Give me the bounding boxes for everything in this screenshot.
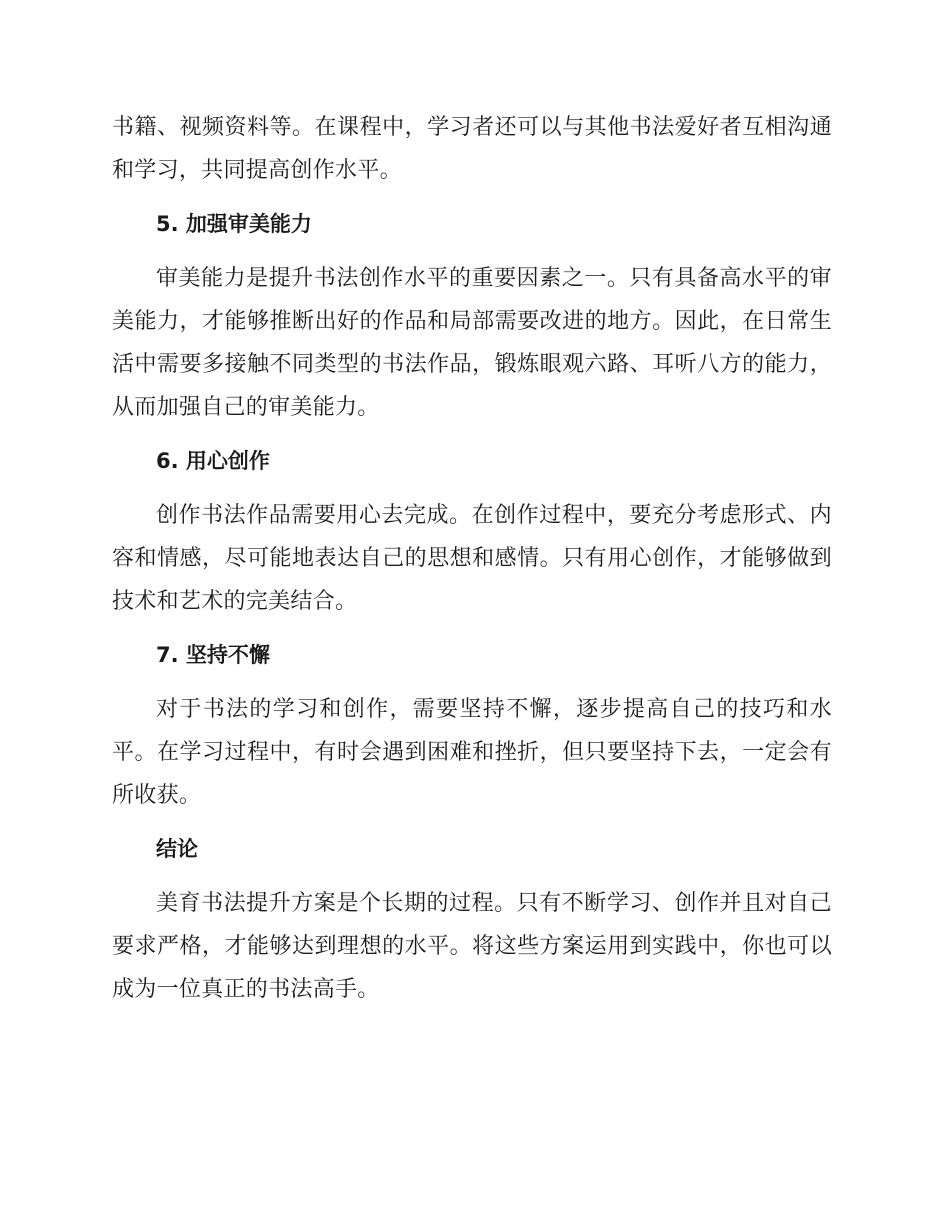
section-heading-persistence: 7. 坚持不懈 bbox=[156, 643, 270, 667]
section-body-creation: 创作书法作品需要用心去完成。在创作过程中，要充分考虑形式、内容和情感，尽可能地表达自己的思想和感情。只有用心创作，才能够做到技术和艺术的完美结合。 bbox=[112, 503, 832, 614]
section-body-conclusion: 美育书法提升方案是个长期的过程。只有不断学习、创作并且对自己要求严格，才能够达到理想的水平。将这些方案运用到实践中，你也可以成为一位真正的书法高手。 bbox=[112, 891, 832, 1002]
intro-continuation-paragraph: 书籍、视频资料等。在课程中，学习者还可以与其他书法爱好者互相沟通和学习，共同提高创作水平。 bbox=[112, 115, 832, 183]
section-heading-conclusion: 结论 bbox=[156, 837, 198, 861]
section-heading-aesthetic: 5. 加强审美能力 bbox=[156, 212, 312, 236]
document-page bbox=[112, 106, 832, 1011]
section-body-persistence: 对于书法的学习和创作，需要坚持不懈，逐步提高自己的技巧和水平。在学习过程中，有时会遇到困难和挫折，但只要坚持下去，一定会有所收获。 bbox=[112, 697, 832, 808]
section-body-aesthetic: 审美能力是提升书法创作水平的重要因素之一。只有具备高水平的审美能力，才能够推断出好的作品和局部需要改进的地方。因此，在日常生活中需要多接触不同类型的书法作品，锻炼眼观六路、耳听八方的能力，从而加强自己的审美能力。 bbox=[112, 266, 832, 420]
section-heading-creation: 6. 用心创作 bbox=[156, 449, 270, 473]
